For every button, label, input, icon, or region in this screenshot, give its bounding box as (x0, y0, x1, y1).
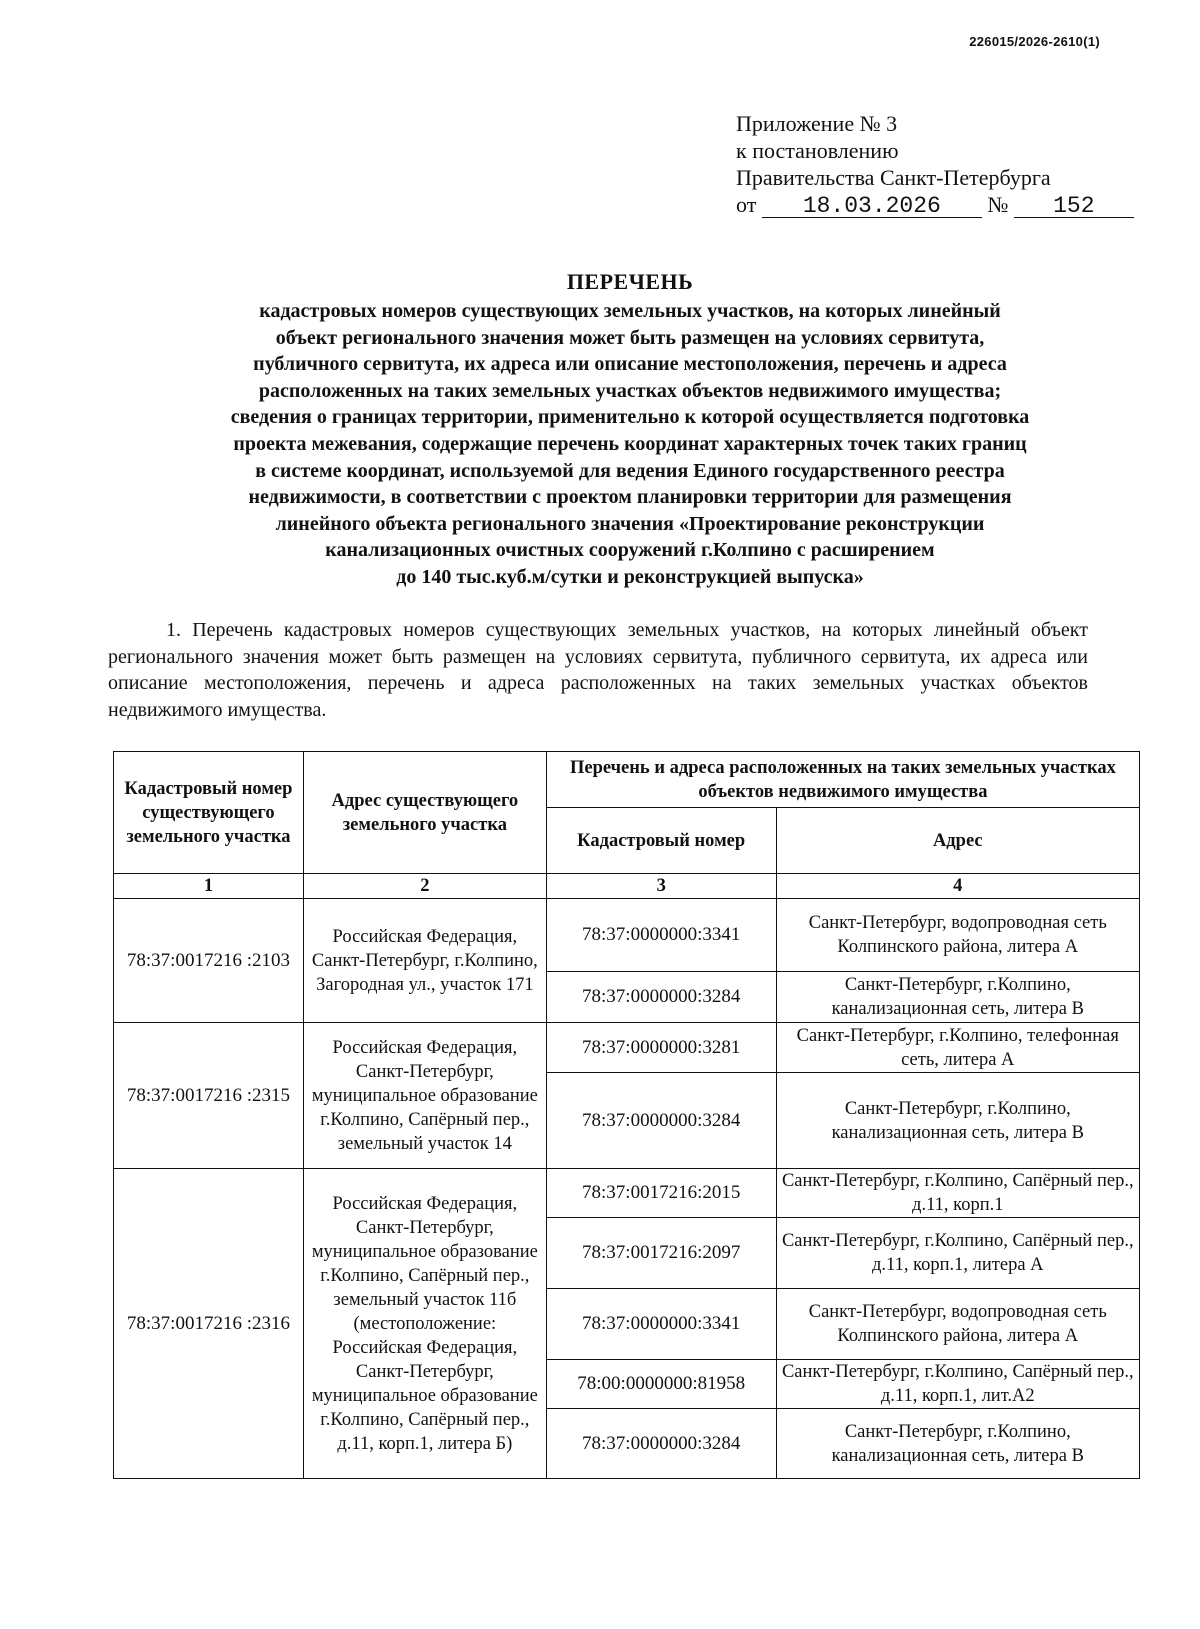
object-cadastral-number: 78:37:0000000:3284 (546, 1073, 776, 1169)
object-cadastral-number: 78:37:0000000:3341 (546, 899, 776, 972)
resolution-number: 152 (1014, 195, 1134, 218)
object-address: Санкт-Петербург, г.Колпино, Сапёрный пер., д.11, корп.1 (776, 1169, 1139, 1218)
section-1-paragraph: 1. Перечень кадастровых номеров существующих земельных участков, на которых линейный объект регионального значения может быть размещен на условиях сервитута, публичного сервитута, их адреса или описание местоположения, перечень и адреса расположенных на таких земельных участках объектов недвижимого имущества. (108, 619, 1088, 721)
appendix-block (736, 110, 1134, 218)
column-number: 1 (114, 874, 304, 899)
object-address: Санкт-Петербург, водопроводная сеть Колпинского района, литера А (776, 1289, 1139, 1360)
subtitle-line: линейного объекта регионального значения «Проектирование реконструкции (275, 512, 985, 535)
subtitle-line: сведения о границах территории, применительно к которой осуществляется подготовка (230, 406, 1030, 429)
appendix-resolution: к постановлению (736, 138, 899, 163)
subtitle-line: недвижимости, в соответствии с проектом планировки территории для размещения (248, 486, 1012, 509)
number-label: № (987, 192, 1009, 217)
object-cadastral-number: 78:37:0017216:2097 (546, 1218, 776, 1289)
header-object-address: Адрес (776, 808, 1139, 874)
document-subtitle (60, 298, 1200, 591)
column-number: 2 (303, 874, 546, 899)
header-objects-group: Перечень и адреса расположенных на таких земельных участках объектов недвижимого имущества (546, 752, 1139, 808)
appendix-government: Правительства Санкт-Петербурга (736, 165, 1051, 190)
subtitle-line: проекта межевания, содержащие перечень координат характерных точек таких границ (233, 432, 1027, 455)
header-object-cadastral: Кадастровый номер (546, 808, 776, 874)
appendix-title: Приложение № 3 (736, 111, 898, 136)
subtitle-line: до 140 тыс.куб.м/сутки и реконструкцией выпуска» (396, 565, 864, 588)
object-address: Санкт-Петербург, водопроводная сеть Колпинского района, литера А (776, 899, 1139, 972)
plot-address: Российская Федерация, Санкт-Петербург, муниципальное образование г.Колпино, Сапёрный пер., земельный участок 14 (303, 1023, 546, 1169)
header-plot-cadastral: Кадастровый номер существующего земельного участка (114, 752, 304, 874)
document-heading (60, 268, 1200, 591)
object-cadastral-number: 78:37:0000000:3284 (546, 1409, 776, 1479)
table-row (114, 1169, 1140, 1218)
plot-cadastral-number: 78:37:0017216 :2315 (114, 1023, 304, 1169)
table-row (114, 899, 1140, 972)
document-number: 226015/2026-2610(1) (969, 34, 1100, 49)
object-address: Санкт-Петербург, г.Колпино, телефонная сеть, литера А (776, 1023, 1139, 1073)
plot-address: Российская Федерация, Санкт-Петербург, г.Колпино, Загородная ул., участок 171 (303, 899, 546, 1023)
document-title: ПЕРЕЧЕНЬ (566, 269, 694, 294)
subtitle-line: объект регионального значения может быть размещен на условиях сервитута, (275, 326, 985, 349)
column-number: 4 (776, 874, 1139, 899)
object-address: Санкт-Петербург, г.Колпино, канализационная сеть, литера В (776, 1073, 1139, 1169)
plot-address: Российская Федерация, Санкт-Петербург, муниципальное образование г.Колпино, Сапёрный пер., земельный участок 11б (местоположение: Российская Федерация, Санкт-Петербург, муниципальное образование г.Колпино, Сапёрный пер., д.11, корп.1, литера Б) (303, 1169, 546, 1479)
column-number: 3 (546, 874, 776, 899)
resolution-date: 18.03.2026 (762, 195, 982, 218)
plots-table (113, 751, 1140, 1479)
object-cadastral-number: 78:00:0000000:81958 (546, 1360, 776, 1409)
object-address: Санкт-Петербург, г.Колпино, Сапёрный пер., д.11, корп.1, лит.А2 (776, 1360, 1139, 1409)
object-cadastral-number: 78:37:0017216:2015 (546, 1169, 776, 1218)
subtitle-line: в системе координат, используемой для ведения Единого государственного реестра (255, 459, 1005, 482)
plot-cadastral-number: 78:37:0017216 :2103 (114, 899, 304, 1023)
subtitle-line: расположенных на таких земельных участках объектов недвижимого имущества; (258, 379, 1002, 402)
object-address: Санкт-Петербург, г.Колпино, канализационная сеть, литера В (776, 972, 1139, 1023)
object-cadastral-number: 78:37:0000000:3341 (546, 1289, 776, 1360)
plots-table-body (114, 899, 1140, 1479)
header-plot-address: Адрес существующего земельного участка (303, 752, 546, 874)
object-cadastral-number: 78:37:0000000:3284 (546, 972, 776, 1023)
appendix-date-line (736, 191, 1134, 218)
subtitle-line: публичного сервитута, их адреса или описание местоположения, перечень и адреса (253, 353, 1007, 376)
object-address: Санкт-Петербург, г.Колпино, Сапёрный пер., д.11, корп.1, литера А (776, 1218, 1139, 1289)
subtitle-line: канализационных очистных сооружений г.Колпино с расширением (325, 539, 935, 562)
object-cadastral-number: 78:37:0000000:3281 (546, 1023, 776, 1073)
from-label: от (736, 192, 757, 217)
subtitle-line: кадастровых номеров существующих земельных участков, на которых линейный (259, 300, 1001, 322)
plot-cadastral-number: 78:37:0017216 :2316 (114, 1169, 304, 1479)
table-row (114, 1023, 1140, 1073)
object-address: Санкт-Петербург, г.Колпино, канализационная сеть, литера В (776, 1409, 1139, 1479)
